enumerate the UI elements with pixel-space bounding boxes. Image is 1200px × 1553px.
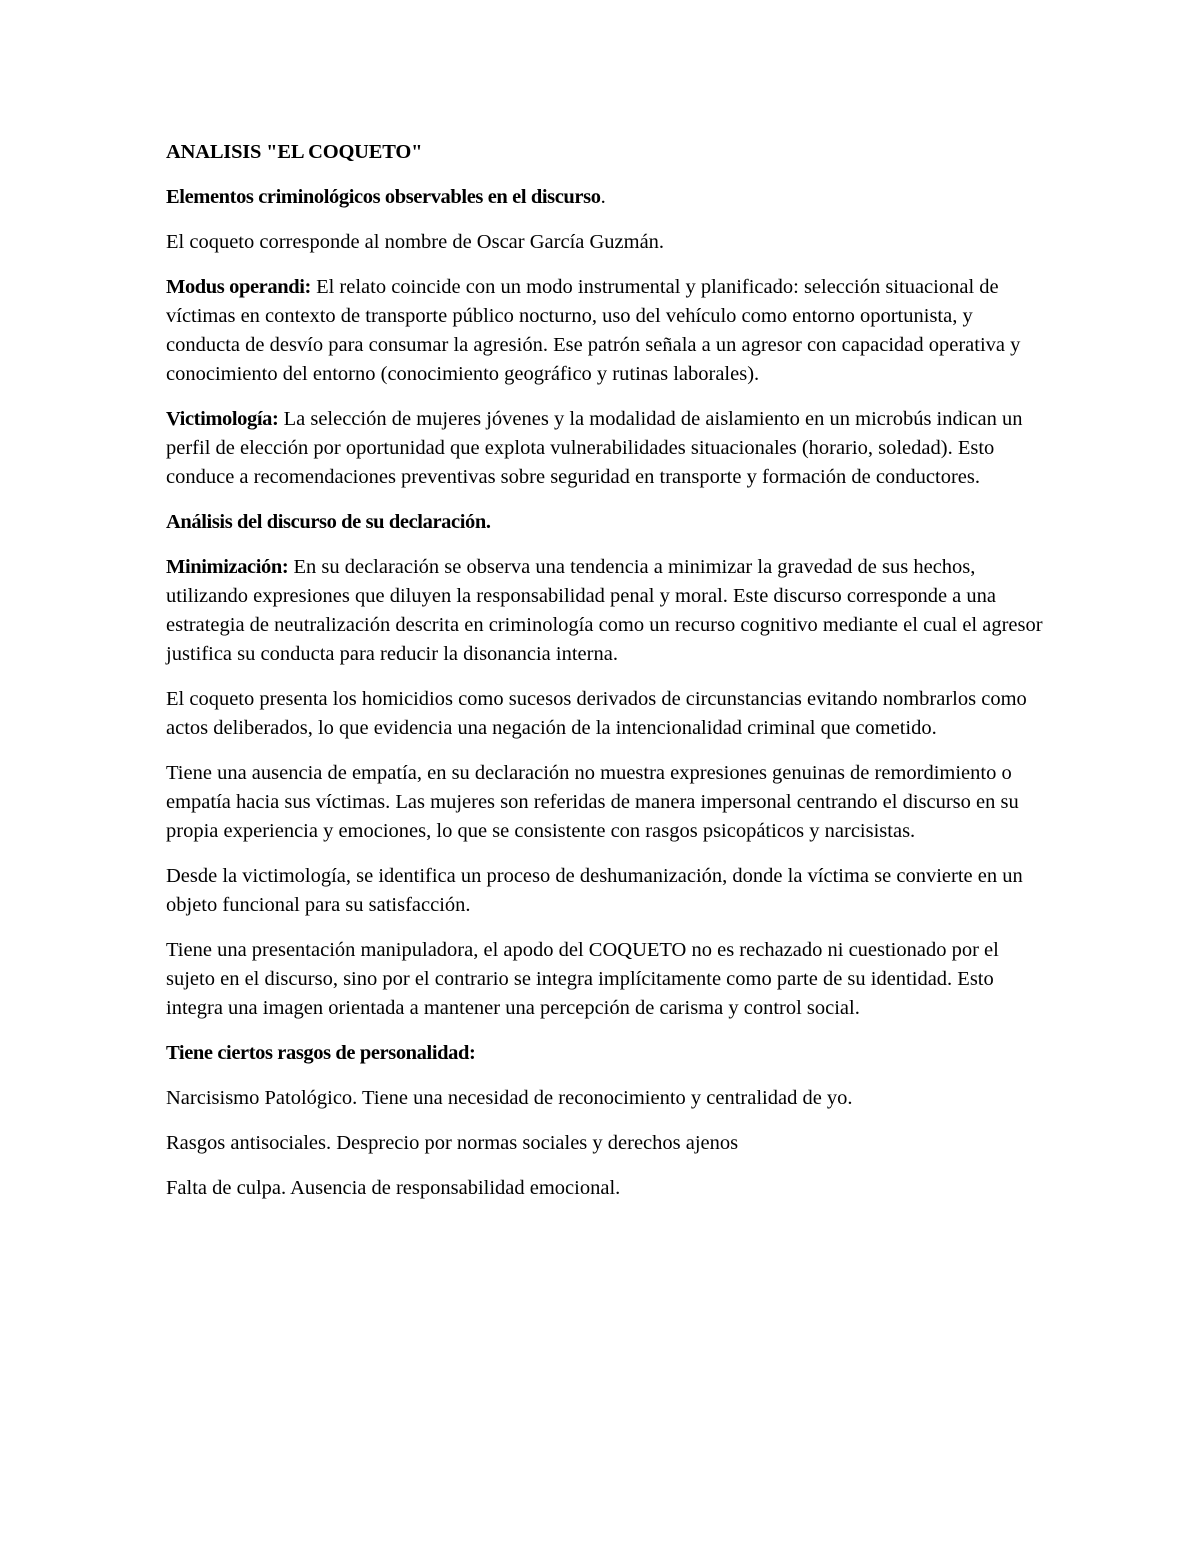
victimologia-text: La selección de mujeres jóvenes y la modalidad de aislamiento en un microbús indican un perfil de elección por oportunidad que explota vulnerabilidades situacionales (horario, soledad). Esto conduce a recomendaciones preventivas sobre seguridad en transporte y formación de conductores. bbox=[166, 408, 1023, 488]
section-heading-rasgos: Tiene ciertos rasgos de personalidad: bbox=[166, 1042, 476, 1064]
trait-falta-de-culpa: Falta de culpa. Ausencia de responsabilidad emocional. bbox=[166, 1177, 621, 1199]
modus-operandi-paragraph bbox=[166, 273, 1046, 389]
document-page bbox=[166, 138, 1046, 1219]
victimologia-paragraph bbox=[166, 405, 1046, 492]
section-heading-elementos-period: . bbox=[600, 186, 606, 208]
trait-antisociales: Rasgos antisociales. Desprecio por normas sociales y derechos ajenos bbox=[166, 1132, 739, 1154]
victimologia-label: Victimología: bbox=[166, 408, 279, 430]
intro-paragraph: El coqueto corresponde al nombre de Oscar García Guzmán. bbox=[166, 231, 665, 253]
section-heading-elementos bbox=[166, 183, 1046, 212]
deshumanizacion-paragraph: Desde la victimología, se identifica un proceso de deshumanización, donde la víctima se convierte en un objeto funcional para su satisfacción. bbox=[166, 865, 1023, 916]
minimizacion-paragraph bbox=[166, 553, 1046, 669]
minimizacion-text: En su declaración se observa una tendencia a minimizar la gravedad de sus hechos, utilizando expresiones que diluyen la responsabilidad penal y moral. Este discurso corresponde a una estrategia de neutralización descrita en criminología como un recurso cognitivo mediante el cual el agresor justifica su conducta para reducir la disonancia interna. bbox=[166, 556, 1043, 665]
document-title: ANALISIS "EL COQUETO" bbox=[166, 141, 423, 163]
trait-narcisismo: Narcisismo Patológico. Tiene una necesidad de reconocimiento y centralidad de yo. bbox=[166, 1087, 853, 1109]
homicidios-paragraph: El coqueto presenta los homicidios como sucesos derivados de circunstancias evitando nombrarlos como actos deliberados, lo que evidencia una negación de la intencionalidad criminal que cometido. bbox=[166, 688, 1027, 739]
section-heading-elementos-text: Elementos criminológicos observables en el discurso bbox=[166, 186, 601, 208]
section-heading-analisis: Análisis del discurso de su declaración. bbox=[166, 511, 491, 533]
minimizacion-label: Minimización: bbox=[166, 556, 289, 578]
modus-operandi-label: Modus operandi: bbox=[166, 276, 311, 298]
manipuladora-paragraph: Tiene una presentación manipuladora, el apodo del COQUETO no es rechazado ni cuestionado por el sujeto en el discurso, sino por el contrario se integra implícitamente como parte de su identidad. Esto integra una imagen orientada a mantener una percepción de carisma y control social. bbox=[166, 939, 999, 1019]
modus-operandi-text: El relato coincide con un modo instrumental y planificado: selección situacional de víctimas en contexto de transporte público nocturno, uso del vehículo como entorno oportunista, y conducta de desvío para consumar la agresión. Ese patrón señala a un agresor con capacidad operativa y conocimiento del entorno (conocimiento geográfico y rutinas laborales). bbox=[166, 276, 1021, 385]
empatia-paragraph: Tiene una ausencia de empatía, en su declaración no muestra expresiones genuinas de remordimiento o empatía hacia sus víctimas. Las mujeres son referidas de manera impersonal centrando el discurso en su propia experiencia y emociones, lo que se consistente con rasgos psicopáticos y narcisistas. bbox=[166, 762, 1019, 842]
